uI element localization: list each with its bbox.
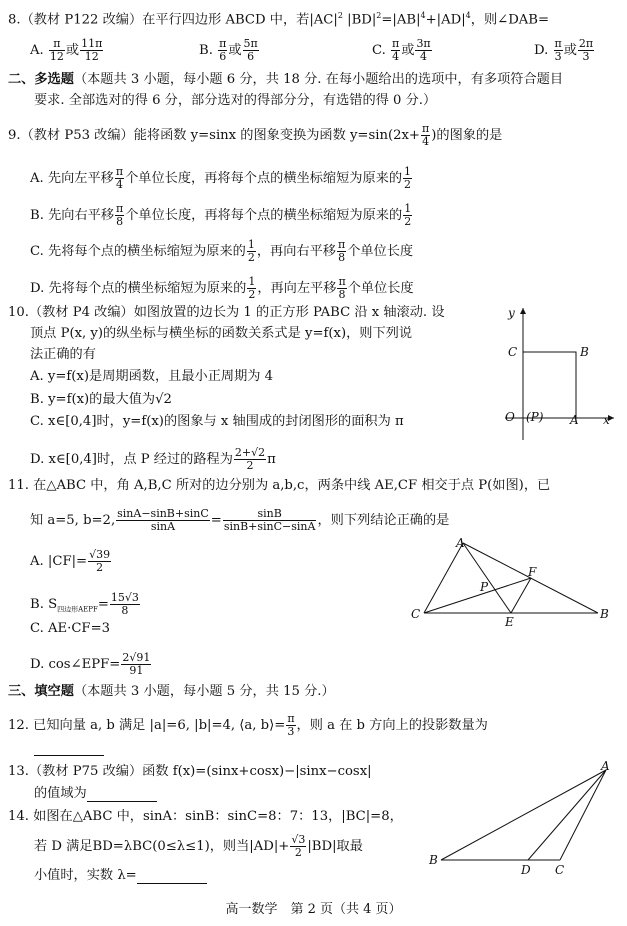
q8-stem: 8.（教材 P122 改编）在平行四边形 ABCD 中，若$|AC|^2$ $|BD|^2=|AB|^4+|AD|^4$，则∠DAB=	[8, 11, 550, 28]
q9-option-b: B. 先向右平移 $\frac{\pi}{8}$ 个单位长度，再将每个点的横坐标缩短为原来的 $\frac{1}{2}$	[30, 202, 412, 228]
q11-option-d: D. cos∠EPF= $\frac{2√91}{91}$	[30, 651, 151, 677]
q11-line1: 11. 在△ABC 中，角 A,B,C 所对的边分别为 a,b,c，两条中线 AE,CF 相交于点 P(如图)，已	[8, 478, 551, 493]
q11-line2: 知 a=5, b=2, $\frac{\sin A-\sin B+\sin C}{\sin A}$ = $\frac{\sin B}{\sin B+\sin C-\sin A}$ ，则下列结论正确的是	[30, 507, 450, 533]
q10-line2: 顶点 P(x, y)的纵坐标与横坐标的函数关系式是 y=f(x)，则下列说	[30, 326, 413, 341]
q11-option-b: B. $S_{四边形AEPF}=$ $\frac{15√3}{8}$	[30, 591, 139, 617]
q12-stem: 12. 已知向量 a, b 满足 |a|=6, |b|=4, ⟨a, b⟩= $\frac{\pi}{3}$ ，则 a 在 b 方向上的投影数量为	[8, 712, 488, 738]
section2-line2: 要求. 全部选对的得 6 分，部分选对的得部分分，有选错的得 0 分.）	[34, 93, 437, 108]
q9-option-a: A. 先向左平移 $\frac{\pi}{4}$ 个单位长度，再将每个点的横坐标缩短为原来的 $\frac{1}{2}$	[30, 165, 412, 191]
q11-option-c: C. AE·CF=3	[30, 621, 111, 636]
q14-line2: 若 D 满足BD=λBC(0≤λ≤1)，则当|AD|+ $\frac{√3}{2}$ |BD|取最	[34, 833, 363, 859]
q10-label-p: (P)	[526, 410, 544, 424]
q9-option-c: C. 先将每个点的横坐标缩短为原来的 $\frac{1}{2}$ ，再向右平移 $\frac{\pi}{8}$ 个单位长度	[30, 238, 414, 264]
q10-option-d: D. x∈[0,4]时，点 P 经过的路程为 $\frac{2+√2}{2}$ π	[30, 446, 276, 472]
page-footer: 高一数学 第 2 页（共 4 页）	[225, 902, 402, 917]
q14-triangle-figure	[425, 760, 623, 878]
q11-label-f: F	[528, 565, 537, 579]
q14-answer-blank[interactable]	[137, 871, 207, 884]
section2-heading: 二、多选题（本题共 3 小题，每小题 6 分，共 18 分. 在每小题给出的选项中，有多项符合题目	[8, 72, 564, 87]
q9-option-d: D. 先将每个点的横坐标缩短为原来的 $\frac{1}{2}$ ，再向左平移 $\frac{\pi}{8}$ 个单位长度	[30, 275, 414, 301]
q11-triangle-figure	[408, 534, 618, 629]
q13-line2: 的值域为	[34, 786, 157, 802]
q10-label-a: A	[570, 413, 579, 427]
q8-option-c: C. $\frac{\pi}{4}$ 或 $\frac{3\pi}{4}$	[372, 37, 431, 63]
q14-line1: 14. 如图在△ABC 中，sinA：sinB：sinC=8：7：13，|BC|=8，	[8, 809, 403, 824]
q14-label-d: D	[521, 863, 531, 877]
q8-option-d: D. $\frac{\pi}{3}$ 或 $\frac{2\pi}{3}$	[534, 37, 594, 63]
q14-line3: 小值时，实数 λ=	[34, 868, 207, 884]
q10-label-y: y	[508, 306, 515, 320]
q9-stem: 9.（教材 P53 改编）能将函数 y=sinx 的图象变换为函数 y=sin(2x+ $\frac{\pi}{4}$ )的图象的是	[8, 122, 503, 148]
q11-label-b: B	[600, 607, 609, 621]
q10-square-figure	[490, 300, 620, 450]
q13-answer-blank[interactable]	[87, 789, 157, 802]
q10-option-c: C. x∈[0,4]时，y=f(x)的图象与 x 轴围成的封闭图形的面积为 π	[30, 414, 404, 429]
q10-label-x: x	[603, 413, 610, 427]
q14-label-a: A	[601, 760, 610, 773]
q10-line3: 法正确的有	[30, 347, 96, 362]
q11-label-c: C	[411, 607, 421, 621]
q14-label-b: B	[429, 853, 438, 867]
q10-line1: 10.（教材 P4 改编）如图放置的边长为 1 的正方形 PABC 沿 x 轴滚动. 设	[8, 305, 445, 320]
q14-label-c: C	[555, 863, 565, 877]
q10-option-a: A. y=f(x)是周期函数，且最小正周期为 4	[30, 369, 274, 384]
q10-label-b: B	[580, 345, 589, 359]
q11-label-p: P	[480, 580, 489, 594]
section3-heading: 三、填空题（本题共 3 小题，每小题 5 分，共 15 分.）	[8, 684, 335, 699]
q8-option-a: A. $\frac{\pi}{12}$ 或 $\frac{11\pi}{12}$	[30, 37, 103, 63]
q10-option-b: B. y=f(x)的最大值为√2	[30, 392, 172, 407]
q11-label-e: E	[505, 615, 514, 629]
q8-option-b: B. $\frac{\pi}{6}$ 或 $\frac{5\pi}{6}$	[199, 37, 258, 63]
q13-line1: 13.（教材 P75 改编）函数 f(x)=(sinx+cosx)−|sinx−cosx|	[8, 764, 372, 779]
q11-option-a: A. |CF|= $\frac{√39}{2}$	[30, 548, 111, 574]
q12-answer-blank[interactable]	[34, 740, 104, 756]
q10-label-c: C	[508, 345, 518, 359]
q11-label-a: A	[456, 536, 465, 550]
q10-label-o: O	[505, 410, 515, 424]
